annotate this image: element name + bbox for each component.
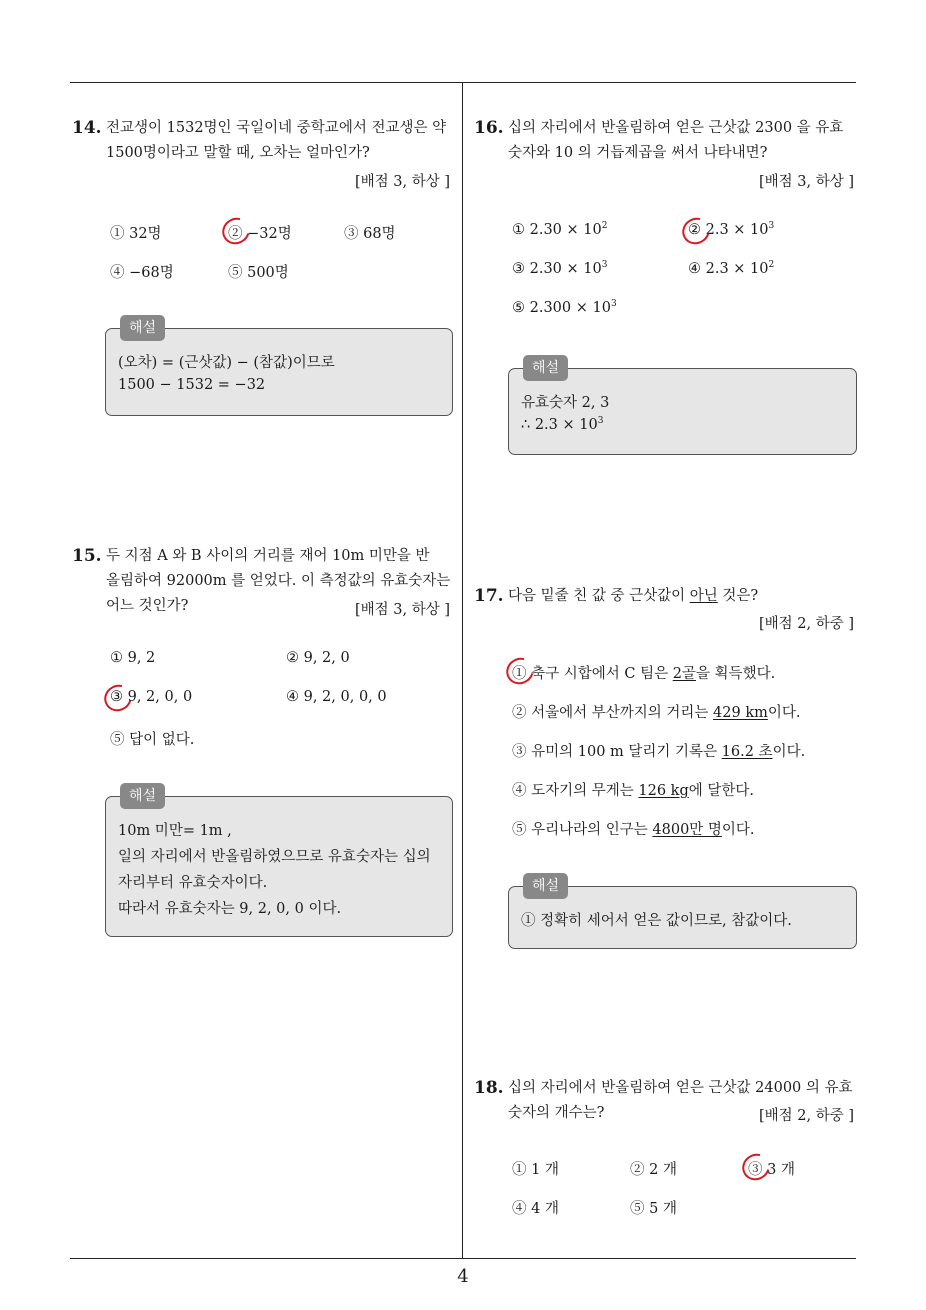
- problem-15: [72, 546, 454, 938]
- choice-3[interactable]: ③ 3 개: [748, 1162, 795, 1178]
- choice-1[interactable]: ① 9, 2: [110, 650, 156, 666]
- explanation-box: [508, 360, 857, 455]
- explanation-line: 따라서 유효숫자는 9, 2, 0, 0 이다.: [118, 901, 342, 917]
- answer-mark-icon: [217, 213, 254, 250]
- problem-number: 17.: [474, 586, 504, 606]
- page-number: 4: [457, 1266, 469, 1287]
- choice-1[interactable]: ① 축구 시합에서 C 팀은 2골을 획득했다.: [512, 666, 776, 682]
- score-meta: [배점 2, 하중 ]: [758, 1108, 854, 1124]
- explanation-line: ① 정확히 세어서 얻은 값이므로, 참값이다.: [521, 913, 792, 929]
- explanation-tag: 해설: [523, 873, 568, 899]
- column-divider: [462, 82, 463, 1259]
- explanation-box: [105, 788, 453, 937]
- explanation-line: 유효숫자 2, 3: [521, 395, 610, 411]
- answer-mark-icon: [677, 213, 714, 250]
- question-line: 숫자의 개수는?: [508, 1105, 605, 1121]
- problem-number: 18.: [474, 1078, 504, 1098]
- problem-number: 14.: [72, 118, 102, 138]
- score-meta: [배점 3, 하상 ]: [354, 602, 450, 618]
- choice-4[interactable]: ④ $2.3 \times 10^2$: [688, 260, 775, 277]
- problem-number: 15.: [72, 546, 102, 566]
- choice-4[interactable]: ④ 4 개: [512, 1201, 559, 1217]
- bottom-rule: [70, 1258, 856, 1259]
- answer-mark-icon: [501, 653, 538, 690]
- choice-3[interactable]: ③ 유미의 100 m 달리기 기록은 16.2 초이다.: [512, 744, 806, 760]
- choice-2[interactable]: ② −32명: [228, 226, 292, 242]
- problem-number: 16.: [474, 118, 504, 138]
- explanation-tag: 해설: [120, 315, 165, 341]
- question-line: 숫자와 10 의 거듭제곱을 써서 나타내면?: [508, 145, 768, 161]
- question-line: 올림하여 92000m 를 얻었다. 이 측정값의 유효숫자는: [106, 573, 451, 589]
- choice-5[interactable]: ⑤ 우리나라의 인구는 4800만 명이다.: [512, 822, 755, 838]
- explanation-line: 10m 미만= 1m ,: [118, 823, 232, 839]
- score-meta: [배점 2, 하중 ]: [758, 616, 854, 632]
- answer-mark-icon: [737, 1149, 774, 1186]
- explanation-tag: 해설: [523, 355, 568, 381]
- choice-4[interactable]: ④ 도자기의 무게는 126 kg에 달한다.: [512, 783, 754, 799]
- question-line: 십의 자리에서 반올림하여 얻은 근삿값 2300 을 유효: [508, 120, 844, 136]
- choice-5[interactable]: ⑤ $2.300 \times 10^3$: [512, 299, 617, 316]
- choice-4[interactable]: ④ 9, 2, 0, 0, 0: [286, 689, 387, 705]
- choice-3[interactable]: ③ 68명: [344, 226, 396, 242]
- question-line: 전교생이 1532명인 국일이네 중학교에서 전교생은 약: [106, 120, 447, 136]
- choice-2[interactable]: ② 9, 2, 0: [286, 650, 350, 666]
- question-line: 어느 것인가?: [106, 598, 189, 614]
- top-rule: [70, 82, 856, 83]
- choice-5[interactable]: ⑤ 5 개: [630, 1201, 677, 1217]
- score-meta: [배점 3, 하상 ]: [354, 174, 450, 190]
- explanation-tag: 해설: [120, 783, 165, 809]
- explanation-line: 자리부터 유효숫자이다.: [118, 875, 268, 891]
- choice-3[interactable]: ③ $2.30 \times 10^3$: [512, 260, 608, 277]
- problem-16: [474, 118, 858, 458]
- question-line: 1500명이라고 말할 때, 오차는 얼마인가?: [106, 145, 370, 161]
- choice-1[interactable]: ① 32명: [110, 226, 162, 242]
- problem-18: [474, 1078, 858, 1218]
- problem-14: [72, 118, 454, 418]
- choice-5[interactable]: ⑤ 500명: [228, 265, 289, 281]
- question-line: 두 지점 A 와 B 사이의 거리를 재어 10m 미만을 반: [106, 548, 430, 564]
- choice-4[interactable]: ④ −68명: [110, 265, 174, 281]
- explanation-formula: ∴ $2.3 \times 10^3$: [521, 416, 604, 433]
- choice-2[interactable]: ② 2 개: [630, 1162, 677, 1178]
- explanation-line: 1500 − 1532 = −32: [118, 377, 266, 393]
- choice-3[interactable]: ③ 9, 2, 0, 0: [110, 689, 193, 705]
- explanation-line: 일의 자리에서 반올림하였으므로 유효숫자는 십의: [118, 849, 431, 865]
- score-meta: [배점 3, 하상 ]: [758, 174, 854, 190]
- choice-2[interactable]: ② $2.3 \times 10^3$: [688, 221, 775, 238]
- choice-2[interactable]: ② 서울에서 부산까지의 거리는 429 km이다.: [512, 705, 801, 721]
- explanation-line: (오차) = (근삿값) − (참값)이므로: [118, 355, 335, 371]
- question-line: 십의 자리에서 반올림하여 얻은 근삿값 24000 의 유효: [508, 1080, 853, 1096]
- choice-1[interactable]: ① $2.30 \times 10^2$: [512, 221, 608, 238]
- choice-1[interactable]: ① 1 개: [512, 1162, 559, 1178]
- answer-mark-icon: [99, 680, 136, 717]
- explanation-box: [508, 878, 857, 949]
- choice-5[interactable]: ⑤ 답이 없다.: [110, 732, 195, 748]
- explanation-box: [105, 320, 453, 416]
- problem-17: [474, 586, 858, 950]
- question-line: 다음 밑줄 친 값 중 근삿값이 아닌 것은?: [508, 588, 759, 604]
